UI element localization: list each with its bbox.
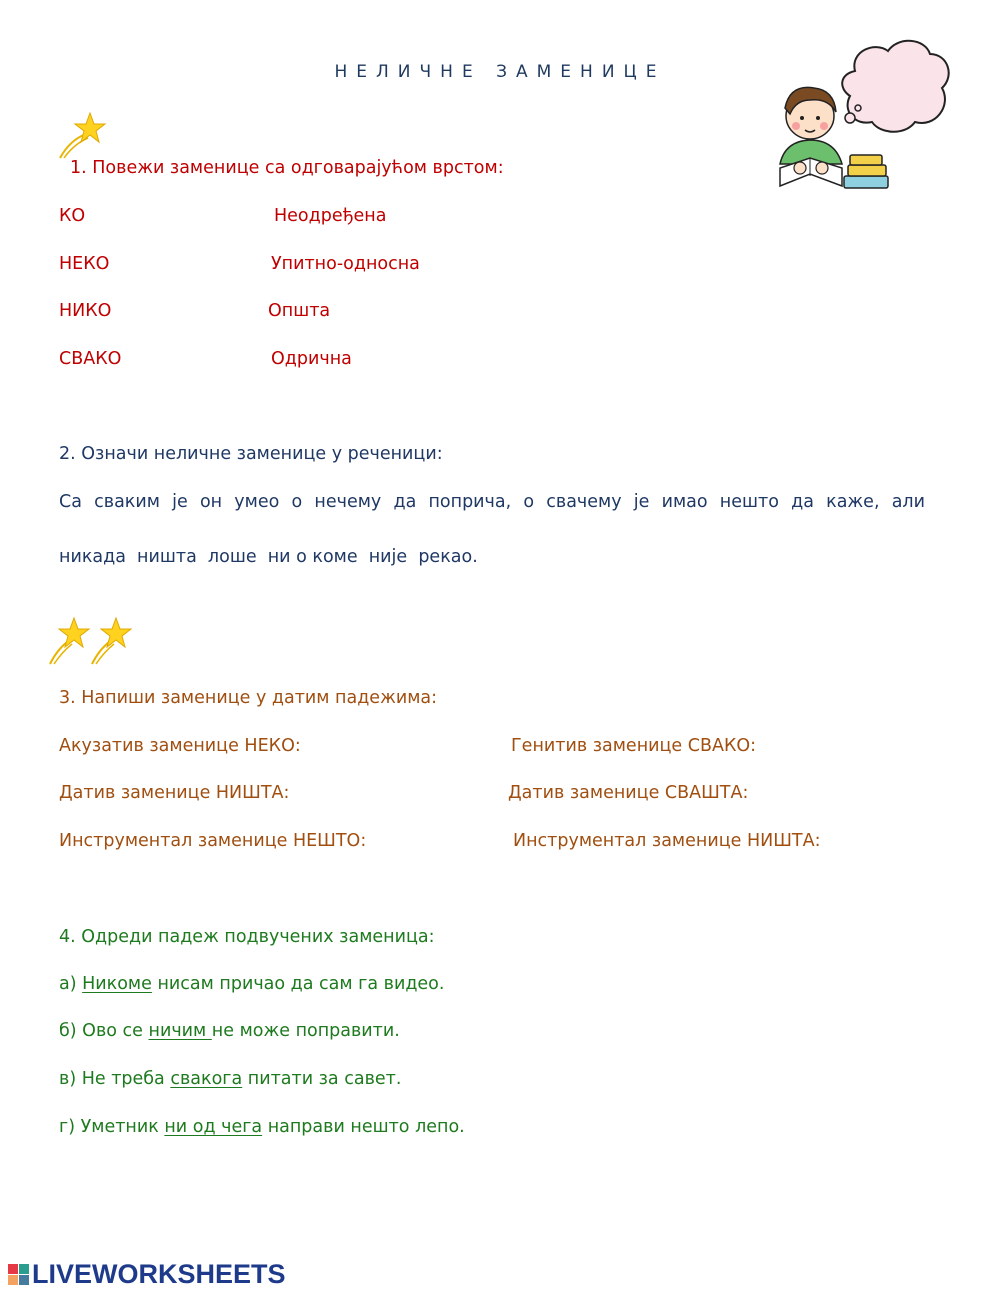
case-prompt: Акузатив заменице НЕКО:	[59, 736, 301, 756]
liveworksheets-logo[interactable]	[8, 1259, 286, 1290]
underlined-pronoun: Никоме	[82, 974, 152, 994]
case-prompt: Датив заменице НИШТА:	[59, 783, 290, 803]
shooting-stars-icon	[46, 614, 136, 666]
pronoun-type-item: Упитно-односна	[271, 254, 420, 274]
task2-heading: 2. Означи неличне заменице у реченици:	[59, 444, 443, 464]
underlined-pronoun: ни од чега	[164, 1117, 263, 1137]
task4-sentence: а) Никоме нисам причао да сам га видео.	[59, 974, 445, 994]
task4-heading: 4. Одреди падеж подвучених заменица:	[59, 927, 435, 947]
task4-sentence: г) Уметник ни од чега направи нешто лепо.	[59, 1117, 465, 1137]
shooting-star-icon	[58, 110, 108, 160]
case-prompt: Инструментал заменице НЕШТО:	[59, 831, 367, 851]
case-prompt: Инструментал заменице НИШТА:	[513, 831, 821, 851]
pronoun-type-item: Одрична	[271, 349, 352, 369]
page-title: НЕЛИЧНЕ ЗАМЕНИЦЕ	[334, 62, 666, 82]
pronoun-type-item: Општа	[268, 301, 331, 321]
boy-reading-illustration	[770, 36, 955, 196]
underlined-pronoun: ничим	[148, 1021, 212, 1041]
task1-heading: 1. Повежи заменице са одговарајућом врстом:	[70, 158, 504, 178]
logo-mark-icon	[8, 1264, 29, 1285]
underlined-pronoun: свакога	[170, 1069, 243, 1089]
pronoun-item: СВАКО	[59, 349, 122, 369]
task4-sentence: в) Не треба свакога питати за савет.	[59, 1069, 402, 1089]
case-prompt: Датив заменице СВАШТА:	[508, 783, 749, 803]
pronoun-item: НЕКО	[59, 254, 110, 274]
task3-heading: 3. Напиши заменице у датим падежима:	[59, 688, 438, 708]
task2-sentence-line1[interactable]: Са сваким је он умео о нечему да поприча, о свачему је имао нешто да каже, али	[59, 492, 925, 512]
task4-sentence: б) Ово се ничим не може поправити.	[59, 1021, 400, 1041]
task2-sentence-line2[interactable]: никада ништа лоше ни о коме није рекао.	[59, 547, 478, 567]
case-prompt: Генитив заменице СВАКО:	[511, 736, 757, 756]
pronoun-item: КО	[59, 206, 86, 226]
pronoun-item: НИКО	[59, 301, 112, 321]
logo-text: LIVEWORKSHEETS	[32, 1259, 286, 1289]
pronoun-type-item: Неодређена	[274, 206, 387, 226]
